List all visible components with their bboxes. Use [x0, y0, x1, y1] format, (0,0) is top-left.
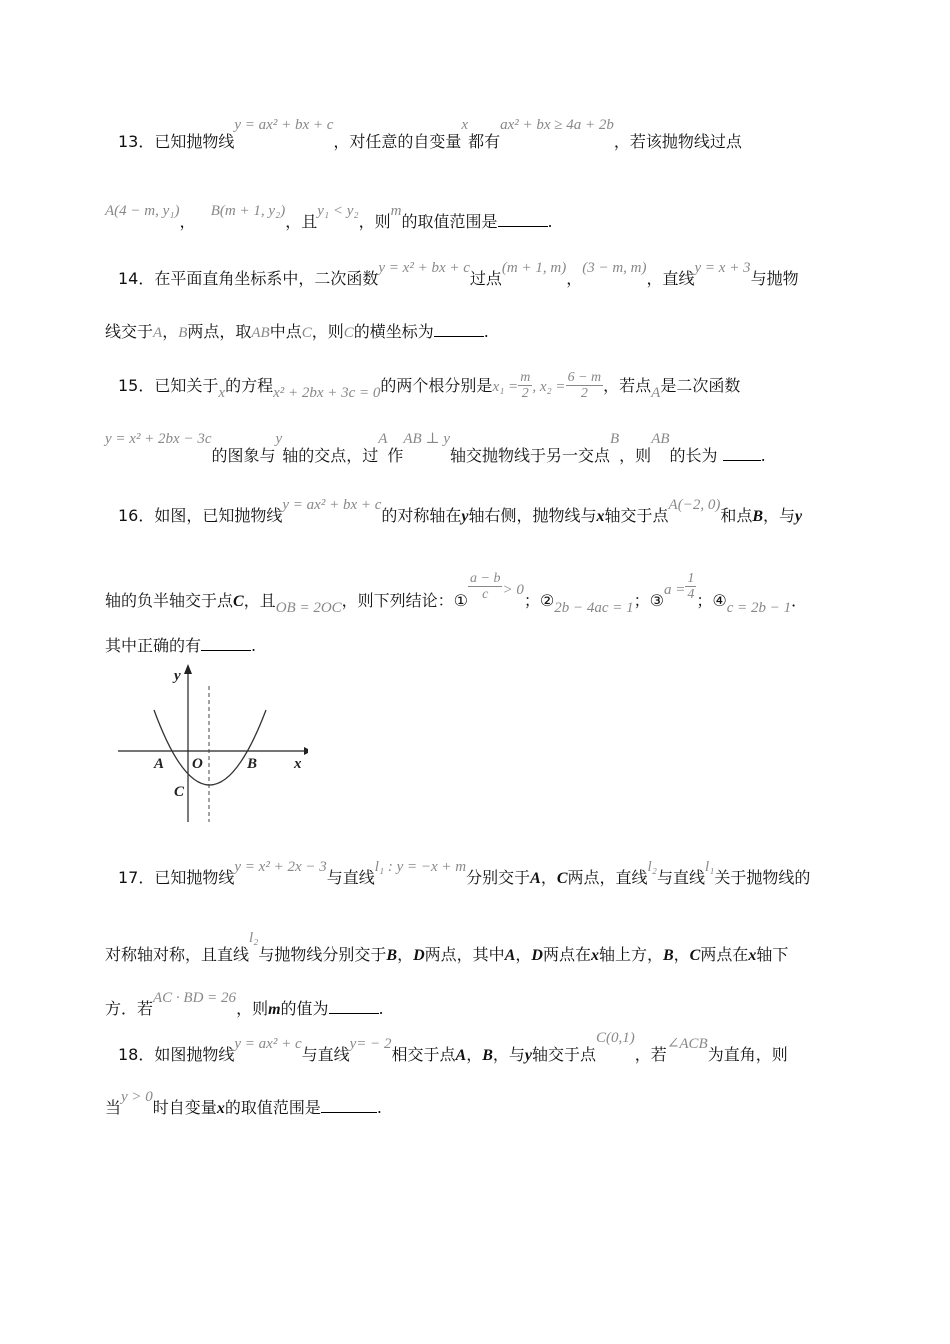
math-formula: y= − 2 — [349, 1036, 392, 1052]
problem-17-line-3 — [105, 990, 384, 1018]
y-axis-label: y — [174, 668, 181, 684]
problem-18-line-2 — [105, 1089, 382, 1117]
math-formula: x₁ = — [492, 379, 519, 396]
parabola-figure — [108, 660, 308, 830]
math-formula: x — [461, 117, 469, 133]
text: 与抛物线分别交于 — [258, 945, 387, 964]
variable: y — [795, 508, 803, 525]
text: 的方程 — [225, 376, 274, 396]
variable: A — [530, 870, 541, 887]
text: . — [378, 999, 384, 1018]
math-formula: ∠ACB — [666, 1036, 708, 1052]
math-formula: OB = 2OC — [275, 600, 342, 617]
text: ，且 — [243, 591, 276, 611]
text: 分别交于 — [466, 868, 531, 887]
text: 两点，取 — [187, 322, 252, 341]
math-formula: (m + 1, m) — [501, 260, 567, 276]
text: ，若该抛物线过点 — [613, 132, 742, 151]
text: 当 — [105, 1098, 122, 1117]
fraction — [518, 370, 532, 403]
math-formula: AB — [651, 431, 670, 447]
text: ，对任意的自变量 — [333, 132, 462, 151]
x-axis-arrow — [304, 747, 308, 755]
text: 时自变量 — [152, 1098, 217, 1117]
math-formula: a = — [663, 582, 686, 599]
problem-16-line-2 — [105, 571, 808, 618]
origin-label: O — [192, 756, 203, 772]
math-formula: B(m + 1, y₂) — [210, 203, 286, 219]
text: ， — [179, 212, 196, 231]
answer-blank[interactable] — [723, 446, 761, 461]
problem-18-line-1 — [118, 1030, 788, 1064]
problem-17-line-1 — [118, 859, 811, 887]
math-formula: y = x + 3 — [694, 260, 751, 276]
text: . — [251, 636, 257, 655]
variable: D — [531, 947, 543, 964]
text: 两点在 — [542, 945, 591, 964]
variable: x — [596, 508, 605, 525]
text: 对称轴对称，且直线 — [105, 945, 250, 964]
text: 中点 — [269, 322, 302, 341]
text: 的长为 — [669, 446, 718, 465]
text: 与直线 — [326, 868, 375, 887]
variable: C — [233, 593, 244, 611]
text: ，则下列结论：① — [341, 591, 469, 611]
text: 作 — [387, 446, 404, 465]
point-c-label: C — [174, 784, 185, 800]
math-formula: ax² + bx ≥ 4a + 2b — [500, 117, 614, 133]
math-formula: m — [390, 203, 402, 219]
math-formula: x — [218, 385, 226, 402]
variable: D — [413, 947, 425, 964]
text: . — [547, 212, 553, 231]
math-formula: AB — [251, 325, 270, 341]
text: ， — [515, 945, 532, 964]
variable: A — [455, 1047, 467, 1064]
math-formula: B — [610, 431, 620, 447]
x-axis-label: x — [294, 756, 302, 772]
math-formula: l₂ — [647, 859, 657, 875]
variable: B — [386, 947, 398, 964]
text: ， — [673, 945, 690, 964]
text: 都有 — [468, 132, 501, 151]
text: 与直线 — [656, 868, 705, 887]
math-formula: l₁ — [704, 859, 715, 875]
text: 其中正确的有 — [105, 636, 202, 655]
math-formula: B — [178, 325, 188, 341]
fraction — [685, 571, 696, 604]
math-formula: > 0 — [502, 582, 524, 599]
numerator: 6 − m — [567, 370, 602, 385]
text: ， — [397, 945, 414, 964]
problem-number: 15． — [118, 376, 155, 396]
math-formula: C — [343, 325, 354, 341]
text: 的对称轴在 — [381, 506, 462, 525]
problem-14-line-2 — [105, 322, 489, 341]
text: ，则 — [236, 999, 269, 1018]
math-formula: y = x² + bx + c — [378, 260, 470, 276]
text: 如图，已知抛物线 — [154, 506, 283, 525]
math-formula: x² + 2bx + 3c = 0 — [273, 385, 381, 402]
math-formula: A(4 − m, y₁) — [105, 203, 180, 219]
math-formula: , x₂ = — [532, 379, 566, 396]
denominator: 4 — [687, 587, 695, 603]
math-formula: C — [301, 325, 312, 341]
text: 与直线 — [301, 1045, 350, 1064]
text: 两点，直线 — [567, 868, 648, 887]
variable: C — [689, 947, 701, 964]
problem-13-line-2 — [105, 203, 553, 231]
text: 轴的负半轴交于点 — [105, 591, 234, 611]
variable: A — [504, 947, 516, 964]
denominator: c — [482, 587, 489, 603]
math-formula: A — [153, 325, 163, 341]
variable: m — [268, 1001, 281, 1018]
text: 线交于 — [105, 322, 154, 341]
text: 轴下 — [756, 945, 789, 964]
problem-16-line-3 — [105, 636, 256, 654]
text: ， — [162, 322, 179, 341]
denominator: 2 — [521, 386, 529, 402]
text: 轴的交点，过 — [282, 446, 379, 465]
math-formula: y > 0 — [121, 1089, 153, 1105]
problem-number: 14． — [118, 269, 155, 288]
fraction — [468, 571, 502, 604]
text: 两点，其中 — [424, 945, 505, 964]
text: ， — [466, 1045, 483, 1064]
math-formula: y = ax² + c — [234, 1036, 302, 1052]
math-formula: A — [378, 431, 388, 447]
text: ；③ — [633, 591, 664, 611]
text: ；④ — [696, 591, 727, 611]
text: . — [483, 322, 489, 341]
math-formula: y = x² + 2x − 3 — [234, 859, 327, 875]
text: 轴交于点 — [532, 1045, 597, 1064]
text: 关于抛物线的 — [714, 868, 811, 887]
text: ；② — [523, 591, 555, 611]
math-formula: A — [651, 385, 661, 402]
text: . — [760, 446, 766, 465]
text: 的取值范围是 — [401, 212, 498, 231]
text: ，且 — [285, 212, 318, 231]
answer-blank[interactable] — [321, 1098, 377, 1113]
math-formula: AB ⊥ y — [403, 431, 450, 447]
math-formula: y = x² + 2bx − 3c — [105, 431, 212, 447]
text: 轴交于点 — [604, 506, 669, 525]
text: 在平面直角坐标系中，二次函数 — [154, 269, 379, 288]
math-formula: AC · BD = 26 — [153, 990, 237, 1006]
problem-number: 16． — [118, 506, 155, 525]
text: 已知抛物线 — [154, 132, 235, 151]
text: ，则 — [619, 446, 652, 465]
denominator: 2 — [580, 386, 588, 402]
variable: B — [662, 947, 674, 964]
numerator: m — [520, 370, 531, 385]
numerator: a − b — [470, 571, 501, 586]
math-formula: y — [275, 431, 283, 447]
text: 和点 — [720, 506, 753, 525]
numerator: 1 — [687, 571, 695, 586]
problem-13-line-1 — [118, 117, 742, 151]
text: ，若 — [634, 1045, 667, 1064]
text: ，与 — [763, 506, 796, 525]
text: ，则 — [358, 212, 391, 231]
text: ，则 — [311, 322, 344, 341]
math-formula: y₁ < y₂ — [317, 203, 359, 219]
text: ． — [791, 591, 808, 611]
math-formula: y = ax² + bx + c — [234, 117, 334, 133]
text: 的值为 — [280, 999, 329, 1018]
problem-15-line-2 — [105, 431, 766, 465]
text: 已知关于 — [154, 376, 219, 396]
point-a-label: A — [154, 756, 165, 772]
text: 轴上方， — [598, 945, 663, 964]
problem-number: 13． — [118, 132, 155, 151]
problem-14-line-1 — [118, 260, 799, 288]
text: 的图象与 — [211, 446, 276, 465]
text: ，直线 — [646, 269, 695, 288]
text: ， — [566, 269, 583, 288]
text: 轴右侧，抛物线与 — [468, 506, 597, 525]
math-formula: y = ax² + bx + c — [282, 497, 382, 513]
point-b-label: B — [247, 756, 258, 772]
text: 为直角，则 — [707, 1045, 788, 1064]
answer-blank[interactable] — [329, 999, 379, 1014]
text: . — [376, 1098, 382, 1117]
text: ，与 — [492, 1045, 525, 1064]
math-formula: l₁ : y = −x + m — [374, 859, 467, 875]
answer-blank[interactable] — [201, 636, 251, 651]
text: 与抛物 — [750, 269, 799, 288]
variable: C — [556, 870, 568, 887]
math-formula: C(0,1) — [596, 1030, 635, 1046]
text: 的取值范围是 — [224, 1098, 321, 1117]
text: 的两个根分别是 — [380, 376, 493, 396]
variable: B — [482, 1047, 493, 1064]
text: 已知抛物线 — [154, 868, 235, 887]
text: ， — [540, 868, 557, 887]
math-formula: 2b − 4ac = 1 — [554, 600, 634, 617]
text: 两点在 — [700, 945, 749, 964]
answer-blank[interactable] — [498, 212, 548, 227]
math-formula: l₂ — [249, 930, 259, 946]
text: 方．若 — [105, 999, 154, 1018]
problem-number: 17． — [118, 868, 155, 887]
text: ，若点 — [603, 376, 652, 396]
problem-16-line-1 — [118, 497, 803, 525]
y-axis-arrow — [184, 664, 192, 674]
problem-17-line-2 — [105, 930, 789, 964]
variable: B — [752, 508, 764, 525]
text: 过点 — [469, 269, 502, 288]
text: 轴交抛物线于另一交点 — [449, 446, 610, 465]
variable: x — [748, 947, 757, 964]
math-formula: c = 2b − 1 — [726, 600, 792, 617]
variable: x — [590, 947, 599, 964]
text: 如图抛物线 — [154, 1045, 235, 1064]
answer-blank[interactable] — [434, 322, 484, 337]
parabola-curve — [154, 710, 266, 785]
text: 是二次函数 — [660, 376, 741, 396]
text: 的横坐标为 — [353, 322, 434, 341]
problem-number: 18． — [118, 1045, 155, 1064]
fraction — [566, 370, 604, 403]
math-formula: A(−2, 0) — [668, 497, 721, 513]
variable: x — [216, 1100, 225, 1117]
problem-15-line-1 — [118, 370, 740, 403]
variable: y — [461, 508, 469, 525]
variable: y — [524, 1047, 533, 1064]
text: 相交于点 — [391, 1045, 456, 1064]
math-formula: (3 − m, m) — [582, 260, 647, 276]
